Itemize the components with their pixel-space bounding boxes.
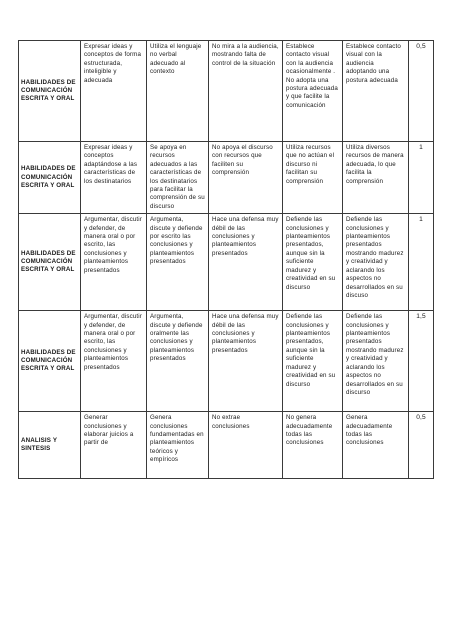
level-low-cell: No apoya el discurso con recursos que faciliten su comprensión xyxy=(209,142,283,214)
score-cell: 1 xyxy=(409,214,434,311)
table-row xyxy=(19,142,434,214)
table-row xyxy=(19,412,434,479)
level-mid-cell: Defiende las conclusiones y planteamientos presentados, aunque sin la suficiente madurez y creatividad en su discurso xyxy=(283,311,343,412)
level-high-cell: Utiliza diversos recursos de manera adecuada, lo que facilita la comprensión xyxy=(343,142,409,214)
score-cell: 1 xyxy=(409,142,434,214)
score-cell: 0,5 xyxy=(409,412,434,479)
table-row xyxy=(19,311,434,412)
level-high-cell: Defiende las conclusiones y planteamientos presentados mostrando madurez y creatividad y aclarando los aspectos no desarrollados en su discurso xyxy=(343,311,409,412)
indicator-cell: Genera conclusiones fundamentadas en planteamientos teóricos y empíricos xyxy=(147,412,209,479)
indicator-cell: Se apoya en recursos adecuados a las características de los destinatarios para facilitar la comprensión de su discurso xyxy=(147,142,209,214)
level-low-cell: No extrae conclusiones xyxy=(209,412,283,479)
score-cell: 1,5 xyxy=(409,311,434,412)
criterion-cell: HABILIDADES DE COMUNICACIÓN ESCRITA Y ORAL xyxy=(19,214,81,311)
indicator-cell: Argumenta, discute y defiende por escrito las conclusiones y planteamientos presentados xyxy=(147,214,209,311)
level-mid-cell: Establece contacto visual con la audiencia ocasionalmente . No adopta una postura adecuada y que facilite la comunicación xyxy=(283,41,343,142)
level-low-cell: Hace una defensa muy débil de las conclusiones y planteamientos presentados xyxy=(209,311,283,412)
level-mid-cell: Defiende las conclusiones y planteamientos presentados, aunque sin la suficiente madurez y creatividad en su discurso xyxy=(283,214,343,311)
level-high-cell: Defiende las conclusiones y planteamientos presentados mostrando madurez y creatividad y aclarando los aspectos no desarrollados en su discuso xyxy=(343,214,409,311)
competence-cell: Argumentar, discutir y defender, de manera oral o por escrito, las conclusiones y planteamientos presentados xyxy=(81,214,147,311)
criterion-cell: HABILIDADES DE COMUNICACIÓN ESCRITA Y ORAL xyxy=(19,142,81,214)
criterion-cell: ANALISIS Y SINTESIS xyxy=(19,412,81,479)
indicator-cell: Utiliza el lenguaje no verbal adecuado al contexto xyxy=(147,41,209,142)
level-mid-cell: Utiliza recursos que no actúan el discurso ni facilitan su comprensión xyxy=(283,142,343,214)
score-cell: 0,5 xyxy=(409,41,434,142)
level-low-cell: No mira a la audiencia, mostrando falta de control de la situación xyxy=(209,41,283,142)
competence-cell: Generar conclusiones y elaborar juicios a partir de xyxy=(81,412,147,479)
competence-cell: Argumentar, discutir y defender, de manera oral o por escrito, las conclusiones y planteamientos presentados xyxy=(81,311,147,412)
rubric-table xyxy=(18,40,434,479)
criterion-cell: HABILIDADES DE COMUNICACIÓN ESCRITA Y ORAL xyxy=(19,311,81,412)
table-row xyxy=(19,41,434,142)
level-high-cell: Establece contacto visual con la audiencia adoptando una postura adecuada xyxy=(343,41,409,142)
criterion-cell: HABILIDADES DE COMUNICACIÓN ESCRITA Y ORAL xyxy=(19,41,81,142)
level-mid-cell: No genera adecuadamente todas las conclusiones xyxy=(283,412,343,479)
level-high-cell: Genera adecuadamente todas las conclusiones xyxy=(343,412,409,479)
competence-cell: Expresar ideas y conceptos adaptándose a las características de los destinatarios xyxy=(81,142,147,214)
level-low-cell: Hace una defensa muy débil de las conclusiones y planteamientos presentados xyxy=(209,214,283,311)
indicator-cell: Argumenta, discute y defiende oralmente las conclusiones y planteamientos presentados xyxy=(147,311,209,412)
competence-cell: Expresar ideas y conceptos de forma estructurada, inteligible y adecuada xyxy=(81,41,147,142)
table-row xyxy=(19,214,434,311)
